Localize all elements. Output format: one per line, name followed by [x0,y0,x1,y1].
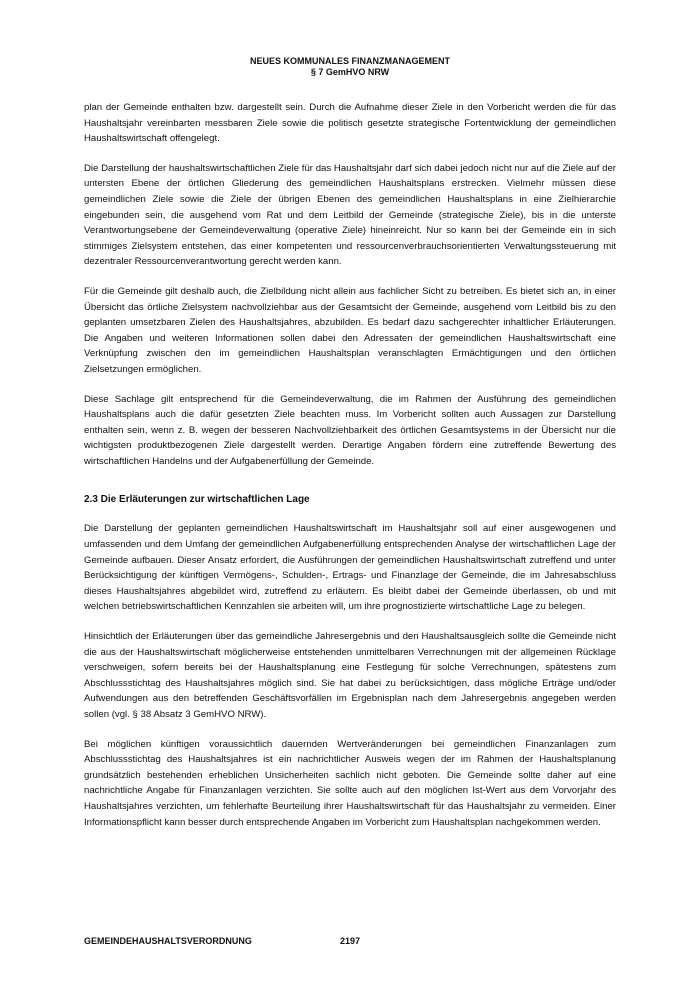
paragraph: Diese Sachlage gilt entsprechend für die Gemeindeverwaltung, die im Rahmen der Ausführung des gemeindlichen Haushaltsplans auch die dafür gesetzten Ziele beachten muss. Im Vorbericht sollten auch Aussagen zur Darstellung enthalten sein, wenn z. B. wegen der besseren Nachvollziehbarkeit des örtlichen Gesamtsystems in der Übersicht nur die wichtigsten produktbezogenen Ziele dargestellt werden. Derartige Angaben fördern eine zutreffende Bewertung des wirtschaftlichen Handelns und der Aufgabenerfüllung der Gemeinde. [84,393,616,467]
page-header [0,56,700,78]
paragraph: Für die Gemeinde gilt deshalb auch, die Zielbildung nicht allein aus fachlicher Sicht zu betreiben. Es bietet sich an, in einer Übersicht das örtliche Zielsystem nachvollziehbar aus der Gesamtsicht der Gemeinde, ausgehend vom Leitbild bis zu den geplanten umsetzbaren Zielen des Haushaltsjahres, abzubilden. Es bedarf dazu sachgerechter inhaltlicher Erläuterungen. Die Angaben und weiteren Informationen sollen dabei den Adressaten der gemeindlichen Haushaltswirtschaft eine Verknüpfung zwischen den im gemeindlichen Haushaltsplan veranschlagten Ermächtigungen und den örtlichen Zielsetzungen ermöglichen. [84,285,616,375]
footer-label: GEMEINDEHAUSHALTSVERORDNUNG [84,936,252,946]
paragraph: Die Darstellung der haushaltswirtschaftlichen Ziele für das Haushaltsjahr darf sich dabei jedoch nicht nur auf die Ziele auf der untersten Ebene der örtlichen Gliederung des gemeindlichen Haushaltsplans erstrecken. Vielmehr müssen diese gemeindlichen Ziele sowie die Ziele der übrigen Ebenen des gemeindlichen Haushaltsplans in eine Zielhierarchie eingebunden sein, die ausgehend vom Rat und dem Leitbild der Gemeinde (strategische Ziele), bis in die unterste Verantwortungsebene der Gemeindeverwaltung (operative Ziele) hineinreicht. Nur so kann bei der Gemeinde ein in sich stimmiges Zielsystem entstehen, das einer kompetenten und ressourcenverbrauchsorientierten Verwaltungssteuerung mit dezentraler Ressourcenverantwortung gerecht werden kann. [84,162,616,268]
paragraph: plan der Gemeinde enthalten bzw. dargestellt sein. Durch die Aufnahme dieser Ziele in den Vorbericht werden die für das Haushaltsjahr vereinbarten messbaren Ziele sowie die politisch gesetzte strategische Fortentwicklung der gemeindlichen Haushaltswirtschaft offengelegt. [84,102,616,145]
paragraph: Bei möglichen künftigen voraussichtlich dauernden Wertveränderungen bei gemeindlichen Finanzanlagen zum Abschlussstichtag des Haushaltsjahres ist ein nachrichtlicher Ausweis wegen der im Rahmen der Haushaltsplanung grundsätzlich bestehenden erheblichen Unsicherheiten sachlich nicht geboten. Die Gemeinde sollte daher auf eine nachrichtliche Angabe für Finanzanlagen verzichten. Sie sollte auch auf den möglichen Ist-Wert aus dem Vorvorjahr des Haushaltsjahres verzichten, um fehlerhafte Beurteilung ihrer Haushaltswirtschaft für das Haushaltsjahr zu vermeiden. Einer Informationspflicht kann besser durch entsprechende Angaben im Vorbericht zum Haushaltsplan nachgekommen werden. [84,738,616,828]
paragraph: Hinsichtlich der Erläuterungen über das gemeindliche Jahresergebnis und den Haushaltsausgleich sollte die Gemeinde nicht die aus der Haushaltswirtschaft möglicherweise entstehenden unmittelbaren Verrechnungen mit der allgemeinen Rücklage verschweigen, sofern bereits bei der Haushaltsplanung eine Festlegung für solche Verrechnungen, spätestens zum Abschlussstichtag des Haushaltsjahres möglich sind. Sie hat dabei zu berücksichtigen, dass mögliche Erträge und/oder Aufwendungen aus den betreffenden Geschäftsvorfällen im Ergebnisplan nach dem Jahresergebnis angegeben werden sollen (vgl. § 38 Absatz 3 GemHVO NRW). [84,631,616,720]
header-title: NEUES KOMMUNALES FINANZMANAGEMENT [250,56,450,66]
paragraph: Die Darstellung der geplanten gemeindlichen Haushaltswirtschaft im Haushaltsjahr soll auf einer ausgewogenen und umfassenden und dem Umfang der gemeindlichen Aufgabenerfüllung entsprechenden Analyse der wirtschaftlichen Lage der Gemeinde aufbauen. Dieser Ansatz erfordert, die Ausführungen der gemeindlichen Haushaltswirtschaft zutreffend und unter Berücksichtigung der künftigen Vermögens-, Schulden-, Ertrags- und Finanzlage der Gemeinde, die im Jahresabschluss dieses Haushaltsjahres abgebildet wird, zutreffend zu erläutern. Es bleibt dabei der Gemeinde überlassen, ob und mit welchen betriebswirtschaftlichen Kennzahlen sie arbeiten will, um ihre prognostizierte wirtschaftliche Lage zu belegen. [84,523,616,613]
document-body [84,100,616,844]
section-heading: 2.3 Die Erläuterungen zur wirtschaftlichen Lage [84,494,310,506]
page-number: 2197 [340,936,361,946]
header-subtitle: § 7 GemHVO NRW [310,67,390,77]
